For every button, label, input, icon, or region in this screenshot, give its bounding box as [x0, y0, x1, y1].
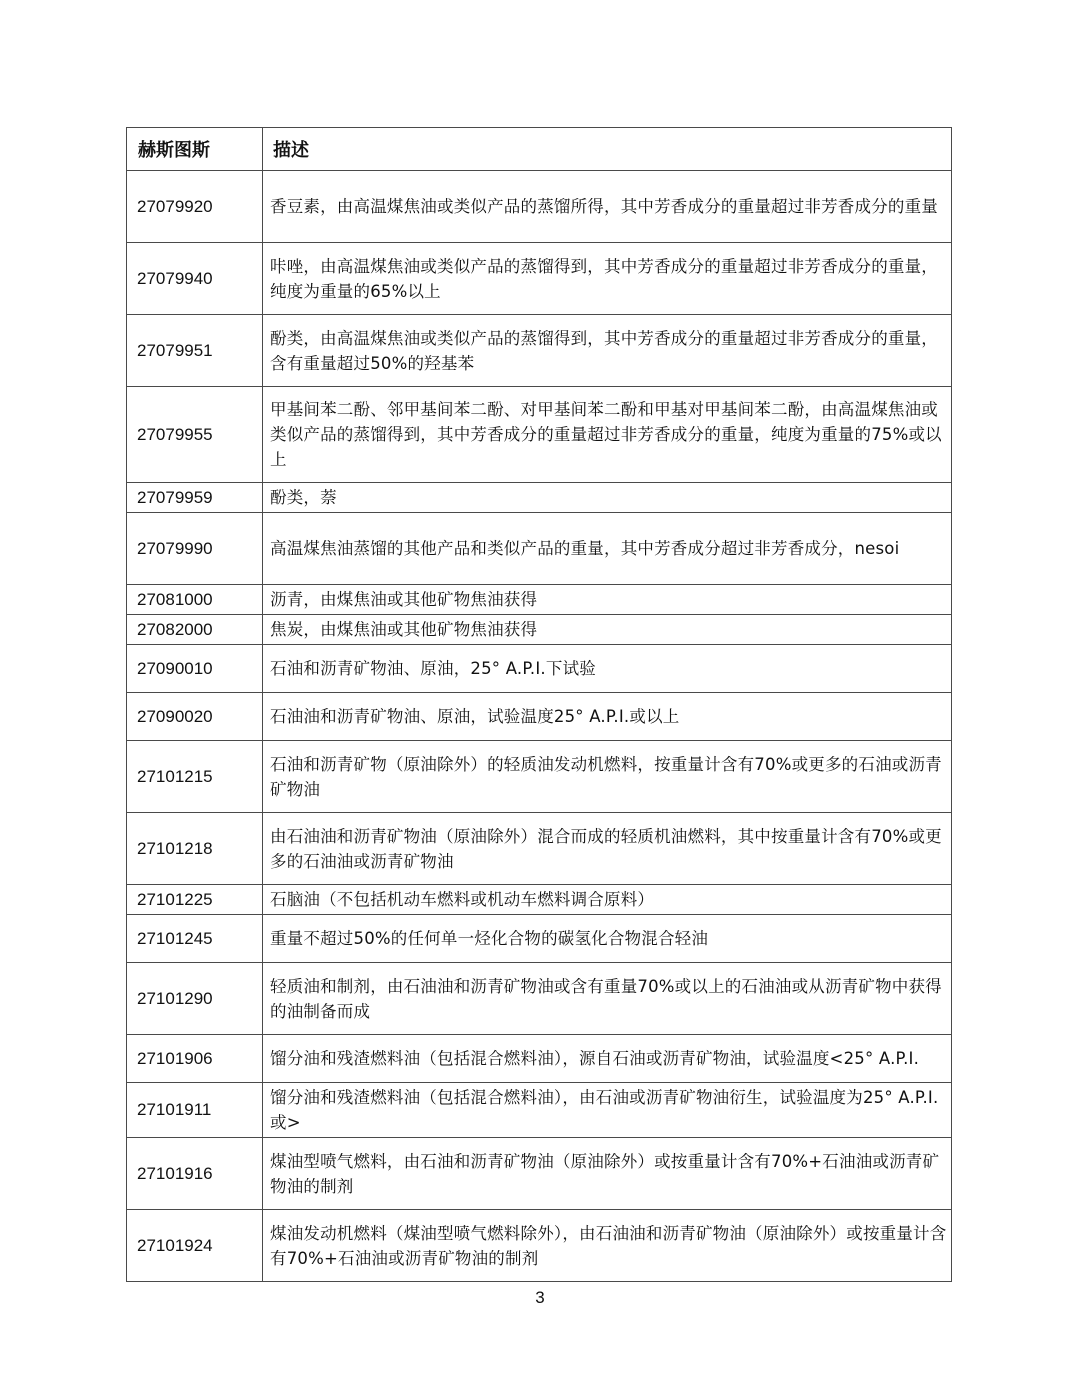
hts-code: 27101911 — [127, 1083, 263, 1138]
hts-code: 27079959 — [127, 483, 263, 513]
table-row — [127, 1210, 952, 1282]
table-row — [127, 963, 952, 1035]
hts-description: 煤油型喷气燃料，由石油和沥青矿物油（原油除外）或按重量计含有70%+石油油或沥青矿物油的制剂 — [263, 1138, 952, 1210]
hts-code: 27101916 — [127, 1138, 263, 1210]
hts-description: 由石油油和沥青矿物油（原油除外）混合而成的轻质机油燃料，其中按重量计含有70%或更多的石油油或沥青矿物油 — [263, 813, 952, 885]
hts-description: 煤油发动机燃料（煤油型喷气燃料除外），由石油油和沥青矿物油（原油除外）或按重量计含有70%+石油油或沥青矿物油的制剂 — [263, 1210, 952, 1282]
hts-code: 27101225 — [127, 885, 263, 915]
table-row — [127, 1083, 952, 1138]
hts-table — [126, 127, 952, 1282]
hts-code: 27101215 — [127, 741, 263, 813]
table-row — [127, 1138, 952, 1210]
hts-code: 27101924 — [127, 1210, 263, 1282]
hts-description: 甲基间苯二酚、邻甲基间苯二酚、对甲基间苯二酚和甲基对甲基间苯二酚，由高温煤焦油或类似产品的蒸馏得到，其中芳香成分的重量超过非芳香成分的重量，纯度为重量的75%或以上 — [263, 387, 952, 483]
hts-code: 27079920 — [127, 171, 263, 243]
hts-description: 酚类，萘 — [263, 483, 952, 513]
hts-description: 轻质油和制剂，由石油油和沥青矿物油或含有重量70%或以上的石油油或从沥青矿物中获得的油制备而成 — [263, 963, 952, 1035]
table-row — [127, 645, 952, 693]
hts-code: 27082000 — [127, 615, 263, 645]
table-row — [127, 1035, 952, 1083]
hts-code: 27090010 — [127, 645, 263, 693]
page-number: 3 — [535, 1288, 545, 1307]
hts-code: 27079940 — [127, 243, 263, 315]
hts-description: 石油油和沥青矿物油、原油，试验温度25° A.P.I.或以上 — [263, 693, 952, 741]
table-row — [127, 813, 952, 885]
table-header-row — [127, 128, 952, 171]
header-description — [263, 128, 952, 171]
header-description-label: 描述 — [273, 140, 309, 161]
table-row — [127, 885, 952, 915]
hts-code: 27101906 — [127, 1035, 263, 1083]
hts-description: 咔唑，由高温煤焦油或类似产品的蒸馏得到，其中芳香成分的重量超过非芳香成分的重量，纯度为重量的65%以上 — [263, 243, 952, 315]
table-row — [127, 615, 952, 645]
table-row — [127, 171, 952, 243]
hts-description: 重量不超过50%的任何单一烃化合物的碳氢化合物混合轻油 — [263, 915, 952, 963]
hts-description: 馏分油和残渣燃料油（包括混合燃料油），由石油或沥青矿物油衍生，试验温度为25° A.P.I.或> — [263, 1083, 952, 1138]
hts-description: 香豆素，由高温煤焦油或类似产品的蒸馏所得，其中芳香成分的重量超过非芳香成分的重量 — [263, 171, 952, 243]
table-row — [127, 741, 952, 813]
header-code — [127, 128, 263, 171]
hts-description: 石油和沥青矿物（原油除外）的轻质油发动机燃料，按重量计含有70%或更多的石油或沥青矿物油 — [263, 741, 952, 813]
table-row — [127, 513, 952, 585]
hts-code: 27101290 — [127, 963, 263, 1035]
table-row — [127, 387, 952, 483]
table-row — [127, 693, 952, 741]
table-row — [127, 915, 952, 963]
hts-code: 27079990 — [127, 513, 263, 585]
hts-code: 27081000 — [127, 585, 263, 615]
hts-code: 27079951 — [127, 315, 263, 387]
hts-code: 27101218 — [127, 813, 263, 885]
hts-description: 馏分油和残渣燃料油（包括混合燃料油），源自石油或沥青矿物油，试验温度<25° A.P.I. — [263, 1035, 952, 1083]
hts-description: 石脑油（不包括机动车燃料或机动车燃料调合原料） — [263, 885, 952, 915]
table-row — [127, 585, 952, 615]
hts-description: 酚类，由高温煤焦油或类似产品的蒸馏得到，其中芳香成分的重量超过非芳香成分的重量，含有重量超过50%的羟基苯 — [263, 315, 952, 387]
hts-description: 沥青，由煤焦油或其他矿物焦油获得 — [263, 585, 952, 615]
table-row — [127, 243, 952, 315]
table-row — [127, 315, 952, 387]
header-code-label: 赫斯图斯 — [138, 140, 210, 161]
hts-code: 27079955 — [127, 387, 263, 483]
hts-code: 27090020 — [127, 693, 263, 741]
hts-description: 焦炭，由煤焦油或其他矿物焦油获得 — [263, 615, 952, 645]
hts-description: 高温煤焦油蒸馏的其他产品和类似产品的重量，其中芳香成分超过非芳香成分，nesoi — [263, 513, 952, 585]
hts-description: 石油和沥青矿物油、原油，25° A.P.I.下试验 — [263, 645, 952, 693]
table-row — [127, 483, 952, 513]
hts-code: 27101245 — [127, 915, 263, 963]
